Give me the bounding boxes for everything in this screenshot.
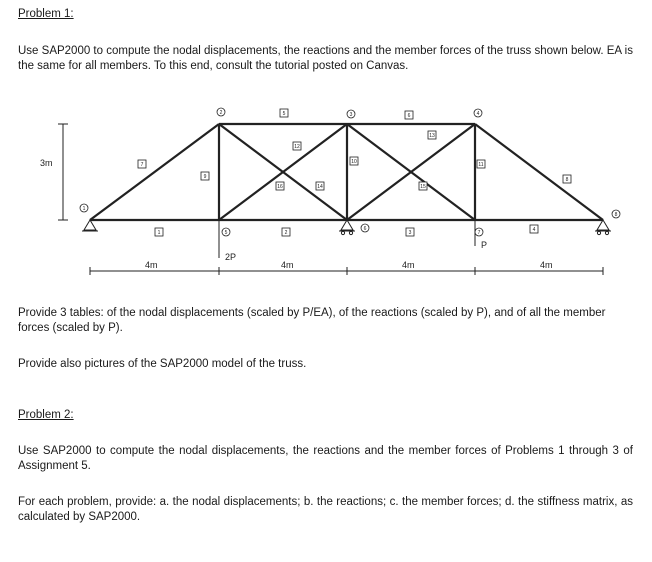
node-label: 1 xyxy=(82,206,86,212)
member-label: 4 xyxy=(532,227,536,233)
member-label: 13 xyxy=(429,133,435,139)
member-label: 11 xyxy=(478,162,484,168)
truss-figure xyxy=(0,95,652,275)
member-label: 12 xyxy=(294,144,300,150)
load-label-right: P xyxy=(481,240,488,250)
member-label: 7 xyxy=(140,162,144,168)
node-label: 5 xyxy=(224,230,228,236)
node-label: 8 xyxy=(614,212,618,218)
node-label: 3 xyxy=(349,112,353,118)
node-label: 4 xyxy=(476,111,480,117)
problem2-intro: Use SAP2000 to compute the nodal displacements, the reactions and the member forces of Problems 1 through 3 of Assignment 5. xyxy=(18,445,633,472)
node-label: 2 xyxy=(219,110,223,116)
span-label: 4m xyxy=(145,260,158,270)
right-support-icon xyxy=(595,220,611,235)
member-label: 9 xyxy=(203,174,207,180)
left-support-icon xyxy=(82,220,98,231)
member-label: 8 xyxy=(565,177,569,183)
member-label: 10 xyxy=(351,159,357,165)
problem1-intro: Use SAP2000 to compute the nodal displacements, the reactions and the member forces of the truss shown below. EA is the same for all members. To this end, consult the tutorial posted on Canvas. xyxy=(18,45,633,72)
problem1-tables-request: Provide 3 tables: of the nodal displacements (scaled by P/EA), of the reactions (scaled by P), and of all the member forces (scaled by P). xyxy=(18,307,606,334)
member-label: 5 xyxy=(282,111,286,117)
problem1-pictures-request: Provide also pictures of the SAP2000 model of the truss. xyxy=(18,358,307,370)
member-label: 6 xyxy=(407,113,411,119)
span-label: 4m xyxy=(540,260,553,270)
node-label: 7 xyxy=(477,230,481,236)
height-label: 3m xyxy=(40,158,53,168)
span-label: 4m xyxy=(281,260,294,270)
node-label: 6 xyxy=(363,226,367,232)
member-label: 15 xyxy=(420,184,426,190)
problem2-heading: Problem 2: xyxy=(18,409,74,421)
member-label: 14 xyxy=(317,184,323,190)
problem1-heading: Problem 1: xyxy=(18,8,74,20)
span-label: 4m xyxy=(402,260,415,270)
member-label: 1 xyxy=(157,230,161,236)
problem2-deliverables: For each problem, provide: a. the nodal displacements; b. the reactions; c. the member forces; d. the stiffness matrix, as calculated by SAP2000. xyxy=(18,496,633,523)
member-label: 3 xyxy=(408,230,412,236)
member-label: 2 xyxy=(284,230,288,236)
truss-members xyxy=(90,124,603,220)
load-label-left: 2P xyxy=(225,252,237,262)
middle-support-icon xyxy=(339,220,355,235)
member-label: 16 xyxy=(277,184,283,190)
